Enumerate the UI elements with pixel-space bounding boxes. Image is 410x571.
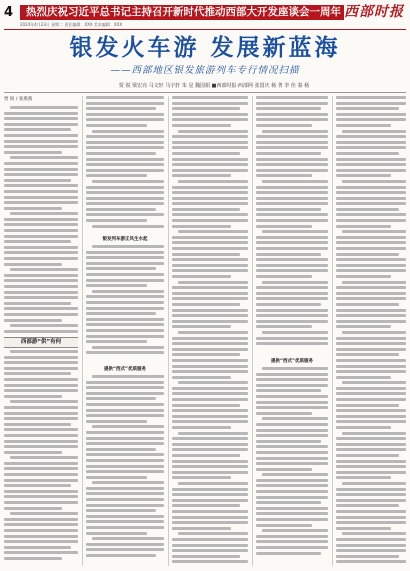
column-divider: [252, 96, 253, 566]
header-banner: 热烈庆祝习近平总书记主持召开新时代推动西部大开发座谈会一周年: [20, 5, 344, 20]
section-subheading: 提供“西式”优质服务: [271, 359, 313, 364]
article-byline: 贾 锐 梁宏亮 马文轩 马宇轩 朱 星 魏国娟 ■西部时报·西部网 张国庆 杨 菁 李 佳 秦 杨: [118, 83, 310, 89]
body-text-column-4-top: [256, 96, 328, 356]
body-text-column-2-mid: [86, 245, 164, 363]
section-subheading: 银发列车游正风生水起: [102, 237, 148, 242]
body-text-column-2-bottom: [86, 375, 164, 565]
newspaper-page: [4, 4, 406, 567]
issue-line: 2024年4月23日 星期二 责任编辑：XXX 美术编辑：XXX: [20, 22, 123, 27]
body-text-column-4-bottom: [256, 367, 328, 565]
section-subheading: 提供“西式”优质服务: [104, 367, 146, 372]
page-number: 4: [4, 5, 14, 20]
body-text-column-3: [172, 96, 248, 564]
column-divider: [168, 96, 169, 566]
body-text-column-1-bottom: [4, 350, 78, 564]
body-text-column-5: [336, 96, 406, 564]
page-header: [4, 4, 406, 22]
headline-rule: [4, 92, 406, 93]
body-text-column-2-top: [86, 96, 164, 234]
column-divider: [82, 96, 83, 566]
column-byline: 贾 锐 / 张燕燕: [4, 97, 33, 102]
masthead-logo: 西部时报: [344, 4, 404, 20]
article-subheadline: ——西部地区银发旅游列车专行情况扫描: [110, 65, 300, 76]
column-divider: [332, 96, 333, 566]
section-heading-box: 西部游“供”有何: [4, 337, 78, 348]
body-text-column-1-top: [4, 106, 78, 334]
header-rule: [4, 29, 406, 30]
article-headline: 银发火车游 发展新蓝海: [69, 35, 341, 61]
